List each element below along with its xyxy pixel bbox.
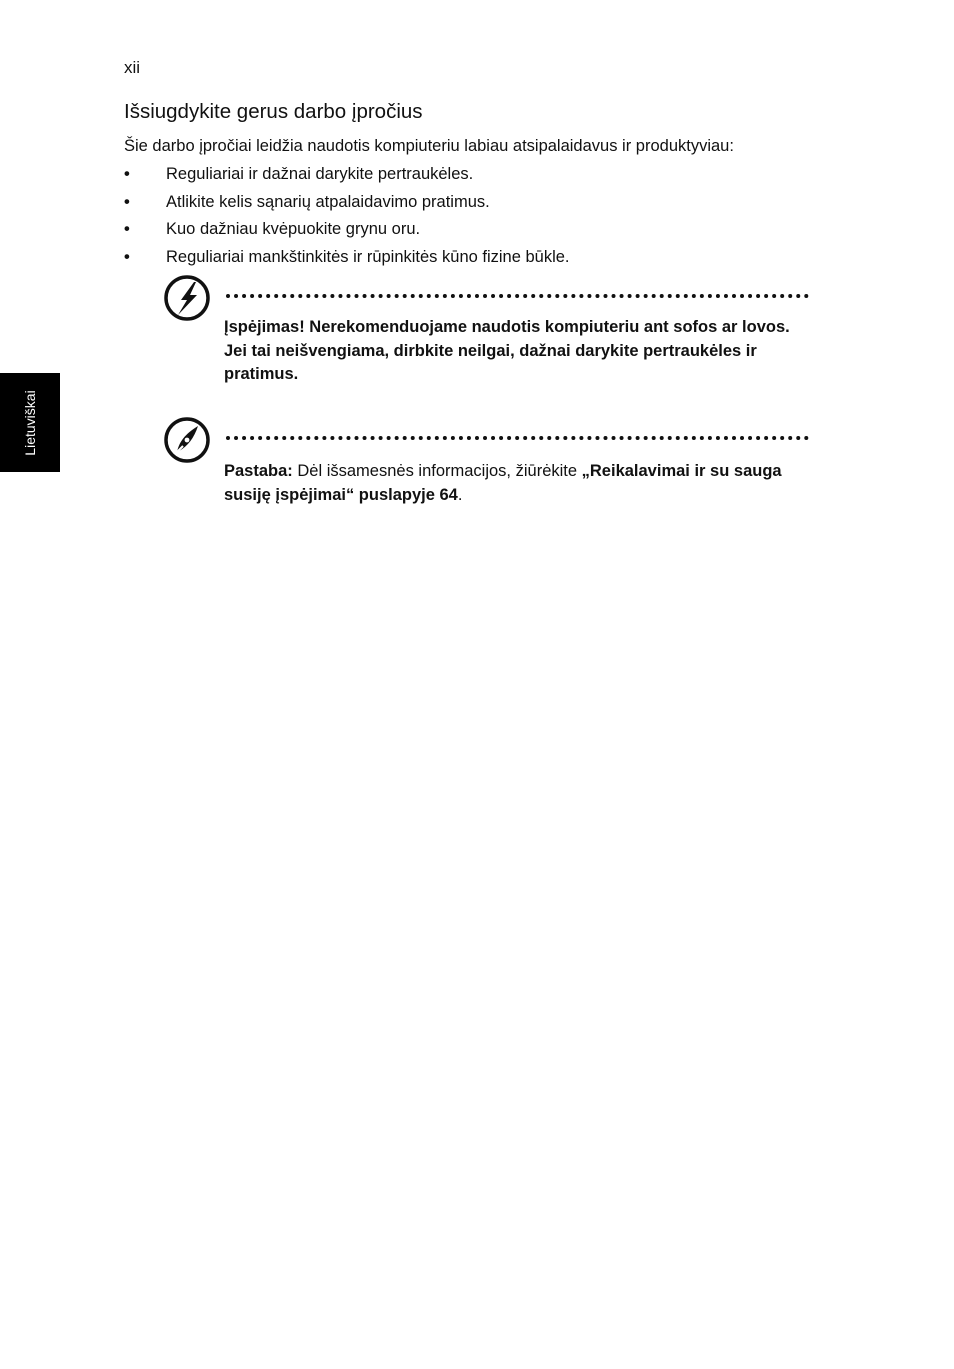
note-pen-icon [163,416,211,464]
bullet: • [124,192,130,211]
list-item-text: Kuo dažniau kvėpuokite grynu oru. [166,220,421,239]
side-tab-label: Lietuviškai [22,390,38,456]
list-item-text: Atlikite kelis sąnarių atpalaidavimo pratimus. [166,192,490,211]
dotted-separator [226,294,809,298]
warning-lightning-icon [163,274,211,322]
list-item-text: Reguliariai ir dažnai darykite pertraukėles. [166,165,474,183]
page-number: xii [124,58,141,77]
intro-paragraph: Šie darbo įpročiai leidžia naudotis kompiuteriu labiau atsipalaidavus ir produktyviau: [124,137,734,155]
note-box [163,416,813,516]
note-body: Dėl išsamesnės informacijos, žiūrėkite [292,462,582,480]
note-label: Pastaba: [224,462,293,480]
language-side-tab [0,373,60,472]
section-title: Išsiugdykite gerus darbo įpročius [124,100,423,123]
bullet: • [124,165,130,183]
warning-box [163,274,813,394]
note-reference: „Reikalavimai ir su sauga susiję įspėjimai“ puslapyje 64 [224,462,782,504]
bullet: • [124,248,130,267]
dotted-separator [226,436,809,440]
bullet: • [124,220,130,239]
note-end: . [457,485,463,504]
warning-text: Įspėjimas! Nerekomenduojame naudotis kompiuteriu ant sofos ar lovos. Jei tai neišvengiama, dirbkite neilgai, dažnai darykite pertraukėles ir pratimus. [224,318,790,383]
list-item-text: Reguliariai mankštinkitės ir rūpinkitės kūno fizine būkle. [166,248,570,267]
note-text [224,460,799,507]
